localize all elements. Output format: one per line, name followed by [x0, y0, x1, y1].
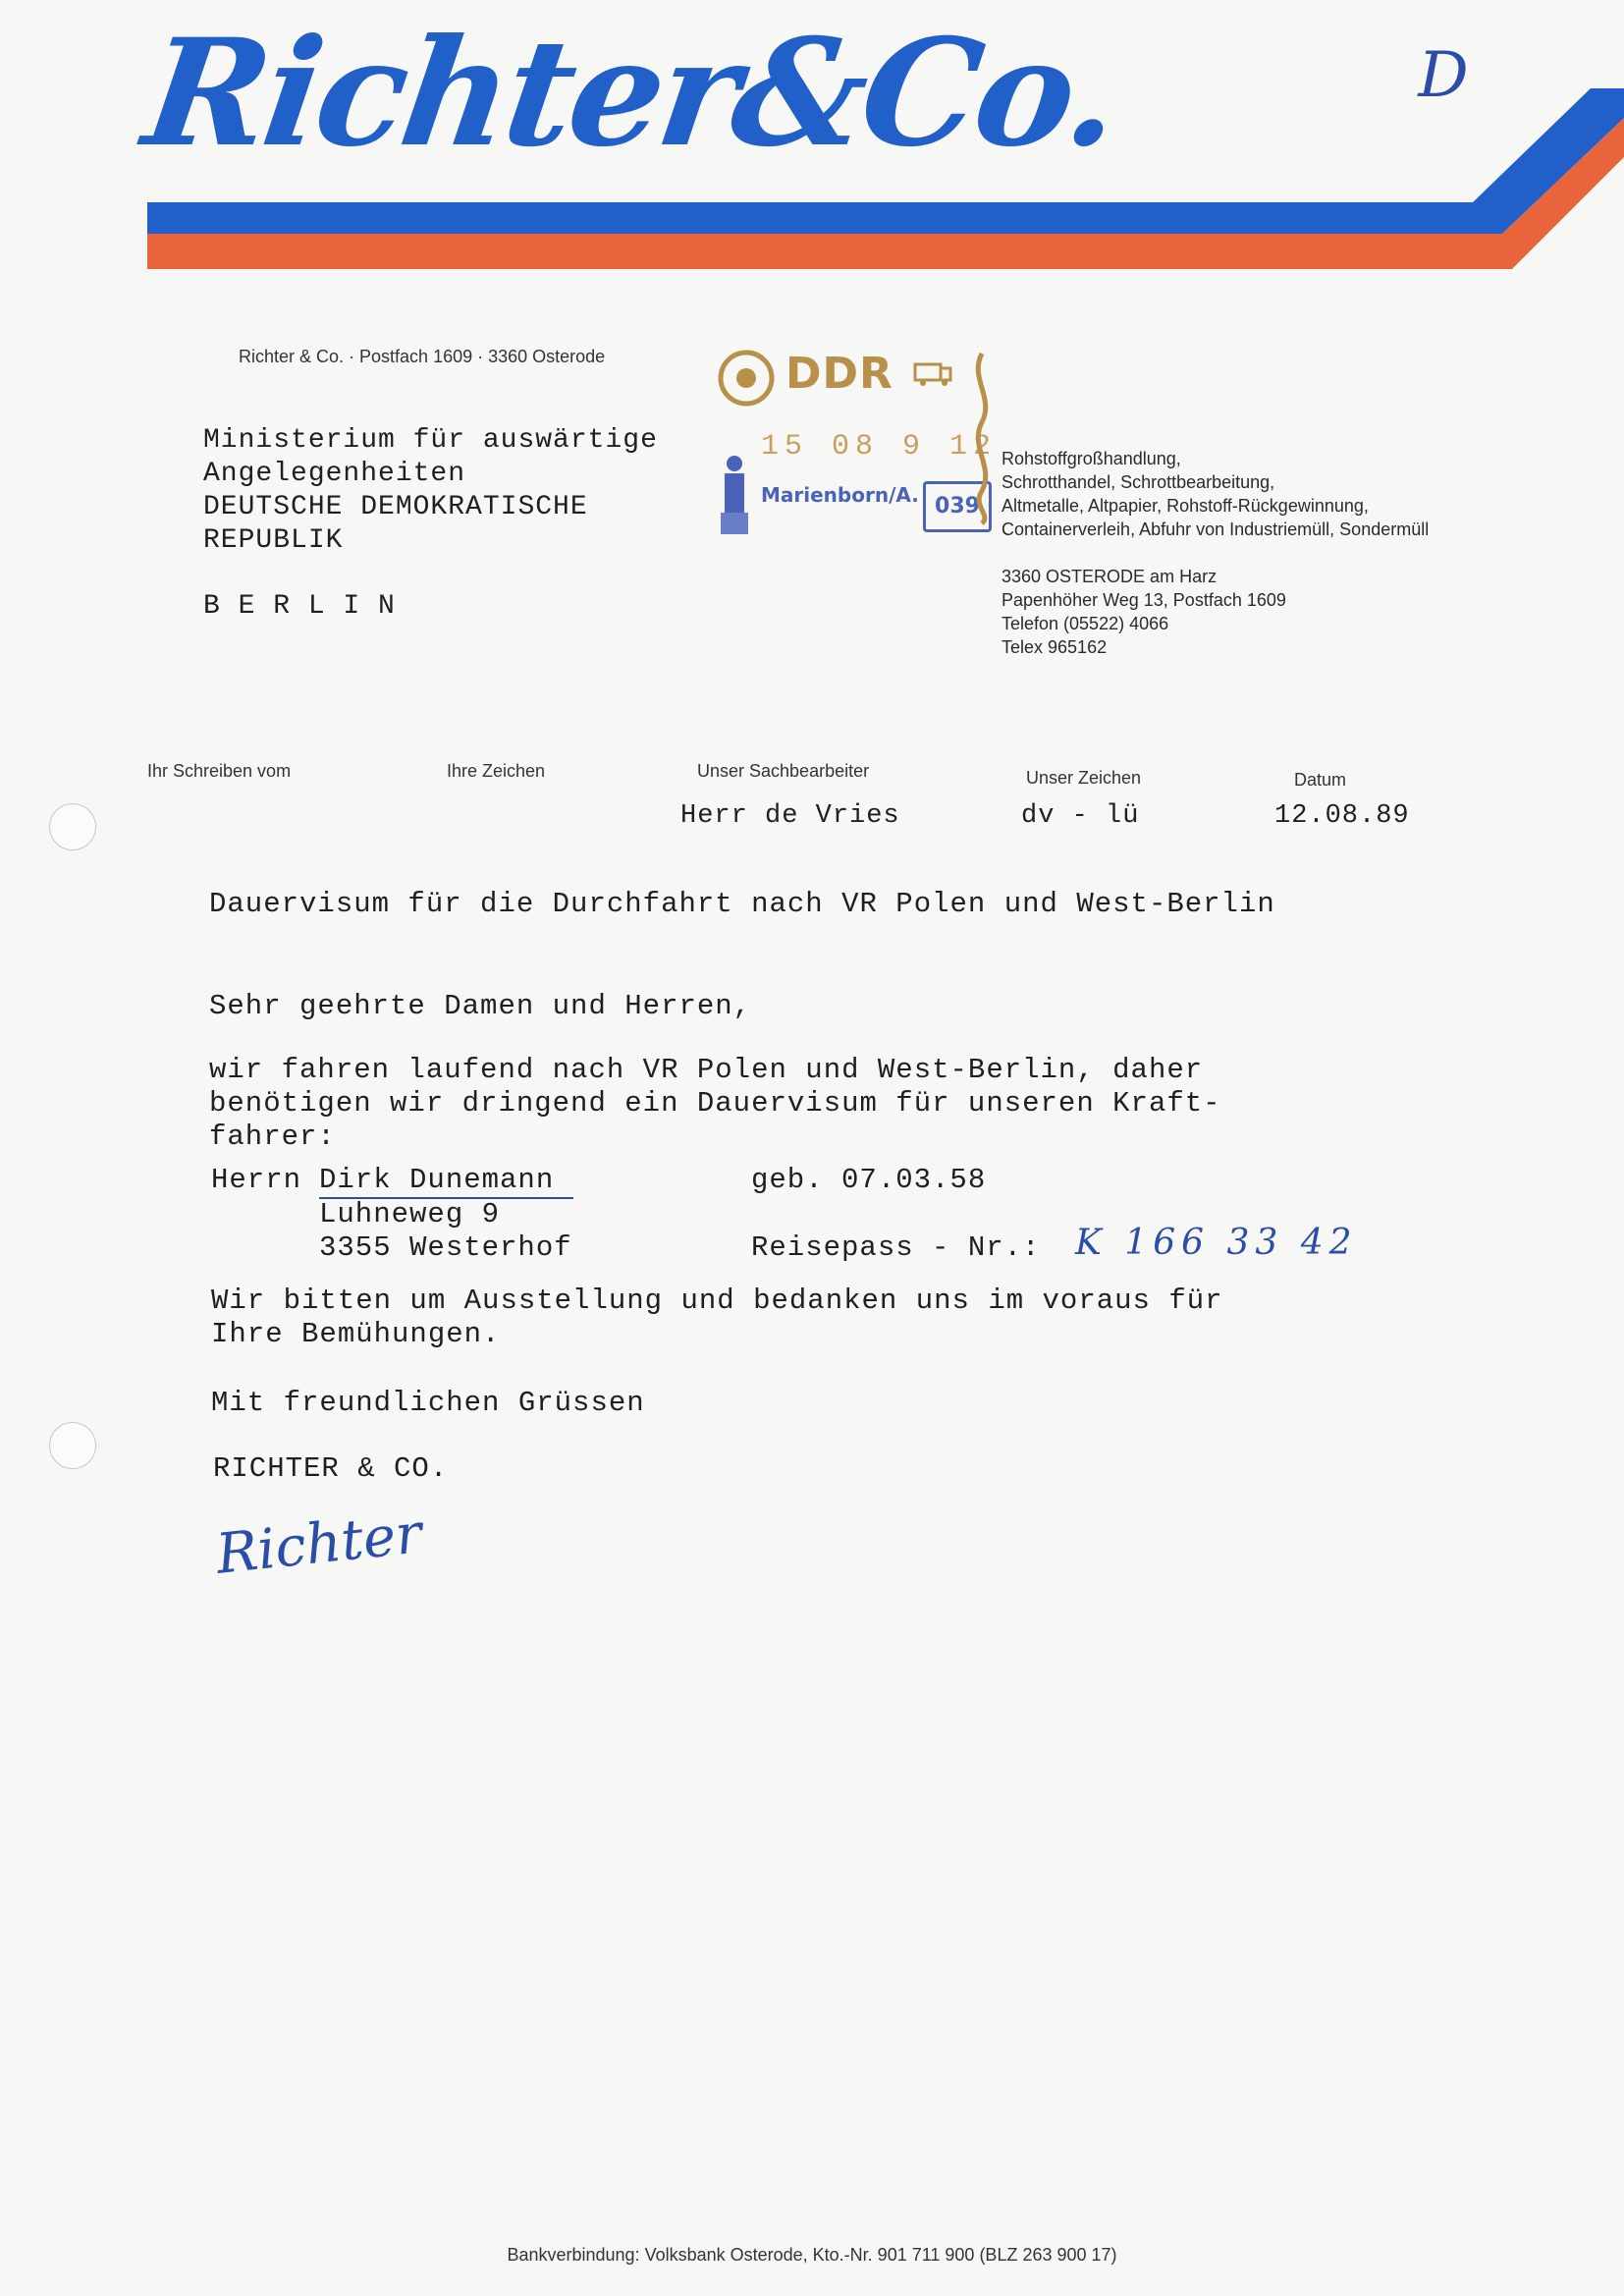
border-guard-figure-icon — [715, 452, 754, 540]
business-line: Altmetalle, Altpapier, Rohstoff-Rückgewinnung, — [1001, 496, 1369, 516]
ddr-emblem-icon — [717, 349, 776, 408]
signature: Richter — [213, 1502, 425, 1587]
label-sachbearbeiter: Unser Sachbearbeiter — [697, 761, 870, 781]
value-datum: 12.08.89 — [1274, 801, 1410, 831]
paragraph-line: wir fahren laufend nach VR Polen und West-Berlin, daher — [209, 1054, 1204, 1086]
paragraph-line: Ihre Bemühungen. — [211, 1318, 501, 1350]
stamp-ornament-icon — [967, 349, 997, 525]
sender-return-address: Richter & Co. · Postfach 1609 · 3360 Osterode — [239, 347, 606, 366]
driver-city: 3355 Westerhof — [319, 1231, 572, 1264]
bank-details-footer: Bankverbindung: Volksbank Osterode, Kto.-Nr. 901 711 900 (BLZ 263 900 17) — [507, 2245, 1117, 2265]
recipient-address — [203, 424, 658, 558]
stamp-date: 15 08 9 12 — [761, 430, 998, 464]
paragraph-line: Wir bitten um Ausstellung und bedanken uns im voraus für — [211, 1285, 1223, 1317]
punch-hole — [49, 803, 96, 850]
contact-line: 3360 OSTERODE am Harz — [1001, 567, 1218, 586]
stamp-place: Marienborn/A. — [761, 483, 919, 507]
business-line: Rohstoffgroßhandlung, — [1001, 449, 1181, 468]
business-line: Containerverleih, Abfuhr von Industriemüll, Sondermüll — [1001, 519, 1430, 539]
label-unser-zeichen: Unser Zeichen — [1026, 768, 1142, 788]
stamp-country: DDR — [785, 349, 893, 399]
paragraph-thanks — [211, 1285, 1223, 1351]
driver-prefix: Herrn — [211, 1164, 302, 1196]
punch-hole — [49, 1422, 96, 1469]
recipient-line: REPUBLIK — [203, 525, 344, 556]
company-contact-info — [1001, 565, 1286, 659]
company-signoff: RICHTER & CO. — [213, 1452, 449, 1485]
recipient-line: DEUTSCHE DEMOKRATISCHE — [203, 492, 588, 522]
contact-line: Papenhöher Weg 13, Postfach 1609 — [1001, 590, 1286, 610]
business-line: Schrotthandel, Schrottbearbeitung, — [1001, 472, 1275, 492]
label-ihre-zeichen: Ihre Zeichen — [447, 761, 546, 781]
handwritten-mark: D — [1418, 39, 1469, 112]
driver-name: Dirk Dunemann — [319, 1164, 573, 1199]
contact-line: Telex 965162 — [1001, 637, 1108, 657]
paragraph-line: fahrer: — [209, 1121, 336, 1153]
contact-line: Telefon (05522) 4066 — [1001, 614, 1169, 633]
company-business-info — [1001, 447, 1429, 541]
passport-number-handwritten: K 166 33 42 — [1075, 1223, 1358, 1263]
driver-street: Luhneweg 9 — [319, 1198, 501, 1230]
recipient-line: Angelegenheiten — [203, 459, 466, 489]
paragraph-request — [209, 1054, 1221, 1154]
closing: Mit freundlichen Grüssen — [211, 1387, 645, 1419]
company-logo: Richter&Co. — [135, 7, 1128, 180]
recipient-line: Ministerium für auswärtige — [203, 425, 658, 456]
paragraph-line: benötigen wir dringend ein Dauervisum für unseren Kraft- — [209, 1087, 1221, 1120]
subject-line: Dauervisum für die Durchfahrt nach VR Polen und West-Berlin — [209, 888, 1275, 920]
label-datum: Datum — [1294, 770, 1347, 790]
truck-icon — [913, 358, 952, 388]
recipient-city: B E R L I N — [203, 591, 396, 622]
value-unser-zeichen: dv - lü — [1021, 801, 1140, 831]
stamp-number: 039 — [923, 481, 992, 532]
passport-label: Reisepass - Nr.: — [751, 1231, 1041, 1264]
label-ihr-schreiben: Ihr Schreiben vom — [147, 761, 292, 781]
salutation: Sehr geehrte Damen und Herren, — [209, 990, 752, 1022]
driver-birthdate: geb. 07.03.58 — [751, 1164, 987, 1196]
value-sachbearbeiter: Herr de Vries — [680, 801, 900, 831]
